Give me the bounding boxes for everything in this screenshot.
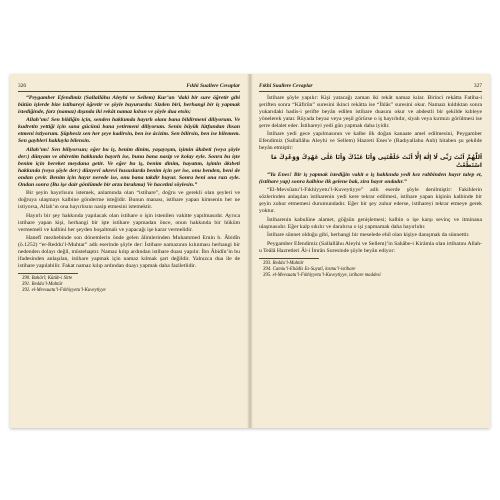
left-footnote-2: 391. Reddu’l-Muhtâr — [22, 281, 63, 287]
right-page-header — [259, 82, 482, 92]
open-book — [10, 74, 490, 428]
arabic-dua: اَللّٰهُمَّ اَنْتَ رَبِّى لَا اِلٰهَ اِلَّا اَنْتَ خَلَقْتَنِى وَاَنَا عَبْدُكَ وَاَنَا عَلٰى عَهْدِكَ وَوَعْدِكَ مَا اسْتَطَعْتُ — [271, 153, 482, 169]
right-paragraph-3: “Ya Enes! Bir iş yapmak istediğin vakit o iş hakkında yedi kez rabbinden hayır talep et, (istihare yap) sonra kalbine ilk gelene bak, zira hayır ondadır.” — [259, 171, 482, 185]
left-footnote-3: 392. el-Mevsuatu’l-Fıkhiyyetu’l-Kuveytiyye — [22, 287, 106, 293]
right-paragraph-7: Peygamber Efendimiz (Sallallâhu Aleyhi ve Sellem)’in Sahâbe-i Kirâmla olan irtibatını Allah-u Teâlâ Hazretleri Âl-i İmrân Suresinde şöyle beyân ediyor: — [259, 240, 482, 254]
left-running-head: Fıkhî Suallere Cevaplar — [186, 83, 240, 89]
left-paragraph-4: Bir şeyin hayırlısını istemek, anlamında olan “istihare”, doğru ve gerekli olan şeyleri ve doğruya ulaşmayı kalbine gönderme isteğidir. Bunun manası, istihare yapan kimsenin her ne istiyorsa, Allah’ın ona hayırlısını nasip etmesini istemektir. — [18, 190, 240, 211]
left-page-number: 326 — [18, 83, 27, 89]
left-footnote-1: 390. Buhârî; Kütüb-i Sitte — [22, 275, 73, 281]
book-gutter — [247, 74, 253, 428]
left-paragraph-1: “Peygamber Efendimiz (Sallallâhu Aleyhi ve Sellem) Kur’an ’daki bir sure öğretir gibi bütün işlerde bize istihareyi öğretir ve şöyle buyururdu: Sizden biri, herhangi bir iş yapmak istediğinde, farz (namaz) dışında iki rekât namaz kılsın ve şöyle dua etsin; — [18, 95, 240, 115]
right-paragraph-4: “El-Mevsûatu’l-Fıkhiyyetu’l-Kuveytiyye” adlı eserde şöyle denilmiştir: Fakihlerin sözlerinden anlaşılan istiharenin yedi kere tekrar edilmesi, istihare yapan kişinin kalbinde bir şeyin zuhur etmemesi durumundadır. Eğer bir şey zuhur ederse, istihareyi tekrar etmeye gerek yoktur. — [259, 187, 482, 215]
right-page-number: 327 — [473, 83, 482, 89]
left-paragraph-3: Allah’ım! Sen biliyorsun; eğer bu iş, benim dinim, yaşayışım, işimin âkıbeti (veya şöyle der:) dünyam ve ahiretim hakkında hayırlı ise, bunu bana nasip ve kolay eyle. Sonra bu işte benim için bereket meydana getir. Ve eğer bu iş, benim dinim, hayatım, işimin âkıbeti hakkında (veya şöyle der:) dünyevî ukrevî hususlarda benim için şer ise, onu benden, beni de ondan çevir. Benim için hayır nerede ise, onu bana takdir buyur. Sonra beni ona razı eyle. Ondan sonra (Bu işe dair gönlümde bir arzu bırakma) Ve hacetini söylesin.” — [18, 146, 240, 188]
left-paragraph-6: Hanefî mezhebinde son dönemlerin önde gelen âlimlerinden Muhammed Emin b. Âbidîn (ö.1252) “er-Reddu’l-Muhtar” adlı eserinde şöyle der: İstihare namazının kılınması herhangi bir nedenden dolayı değil, müstehaptır. Namaz kılıp ardından istihare duası yapılır. İbn Âbidîn’in bu ifadesinden anlaşılan, istihare yapmak için namaz kılmak şart değildir. Yalnızca dua ile de istihare yapılabilir. Fakat namaz kılıp ardından duayı yapmak daha faziletlidir. — [18, 235, 240, 269]
left-page — [18, 82, 240, 424]
left-paragraph-2: Allah’ım! Sen bildiğin için, senden hakkımda hayırlı olanı bana bildirmeni diliyorum. Ve kudretin yettiği için sana gücünü bana yetirmeni diliyorum. Senin büyük lütfundan ihsan etmeni istiyorum. Şüphesiz sen her şeye kadirsin, ben ise âcizim. Sen bilirsin, ben ise bilemem. Sen gaybleri hakkıyla bilensin. — [18, 117, 240, 145]
right-running-head: Fıkhî Suallere Cevaplar — [259, 83, 313, 89]
right-footnote-rule — [259, 258, 319, 259]
left-footnote-rule — [18, 273, 78, 274]
right-page — [259, 82, 482, 424]
right-paragraph-2: İstihare yedi gece yapılmasının ve kalbe ilk doğan kanaate amel edilmesini, Peygamber Efendimiz (Sallallâhu Aleyhi ve Sellem) Hazreti Enes’e (Radıyallahu Anh) hitaben şu şekilde beyân etmiştir: — [259, 131, 482, 152]
right-footnote-3: 395. el-Mevsuatu’l-Fıkhiyyetu’l-Kuveytiyye, istihare maddesi — [263, 272, 381, 278]
right-footnote-1: 393. Reddu’l-Muhtâr — [263, 260, 304, 266]
left-paragraph-5: Hayırlı bir şey hakkında yapılacak olan istihare o işin istenilen vakitte yapılmasıdır. Ayrıca istihare yapan kişi, herhangi bir işte istihare yapmadan önce, onun hakkında bir hüküm vermemeli ve kalbini her şeyden boşaltmalı ve yapacağı işe karar vermelidir. — [18, 212, 240, 233]
right-paragraph-6: İstihare sünnet olduğu gibi, herhangi bir meselede ehil olan kişiye danışmak da sünnettir. — [267, 232, 470, 239]
right-paragraph-1: İstihare şöyle yapılır: Kişi yatacağı zaman iki rekât namaz kılar. Birinci rekâtta Fatiha-i şeriften sonra “Kâfirûn” suresini ikinci rekâtta ise “İhlâs” suresini okur. Namazı kıldıktan sonra yukarıdaki hadis-i şerifte beyân edilen istihare duasını okur ve abdestli bir şekilde kıbleye yönelerek yatar. Rüyada beyaz veya yeşil görürse o iş hayırlıdır, siyah veya kırmızı görülmesi ise şerre delalet eder. İstihareyi yedi gün yapmak daha iyidir. — [259, 95, 482, 129]
left-page-header — [18, 82, 240, 92]
right-paragraph-5: İstiharenin kabulüne alamet, göğsün genişlemesi; kalbin o işe karşı sevinç ve itminana ulaşmasıdır. Eğer kalp sıkılır ve daralırsa o işi yapmamak daha hayırlıdır. — [259, 216, 482, 230]
right-footnote-2: 394. Camiu’l-Ehâdîs Es-Suyutî, kısmu’l-istihare — [263, 266, 356, 272]
